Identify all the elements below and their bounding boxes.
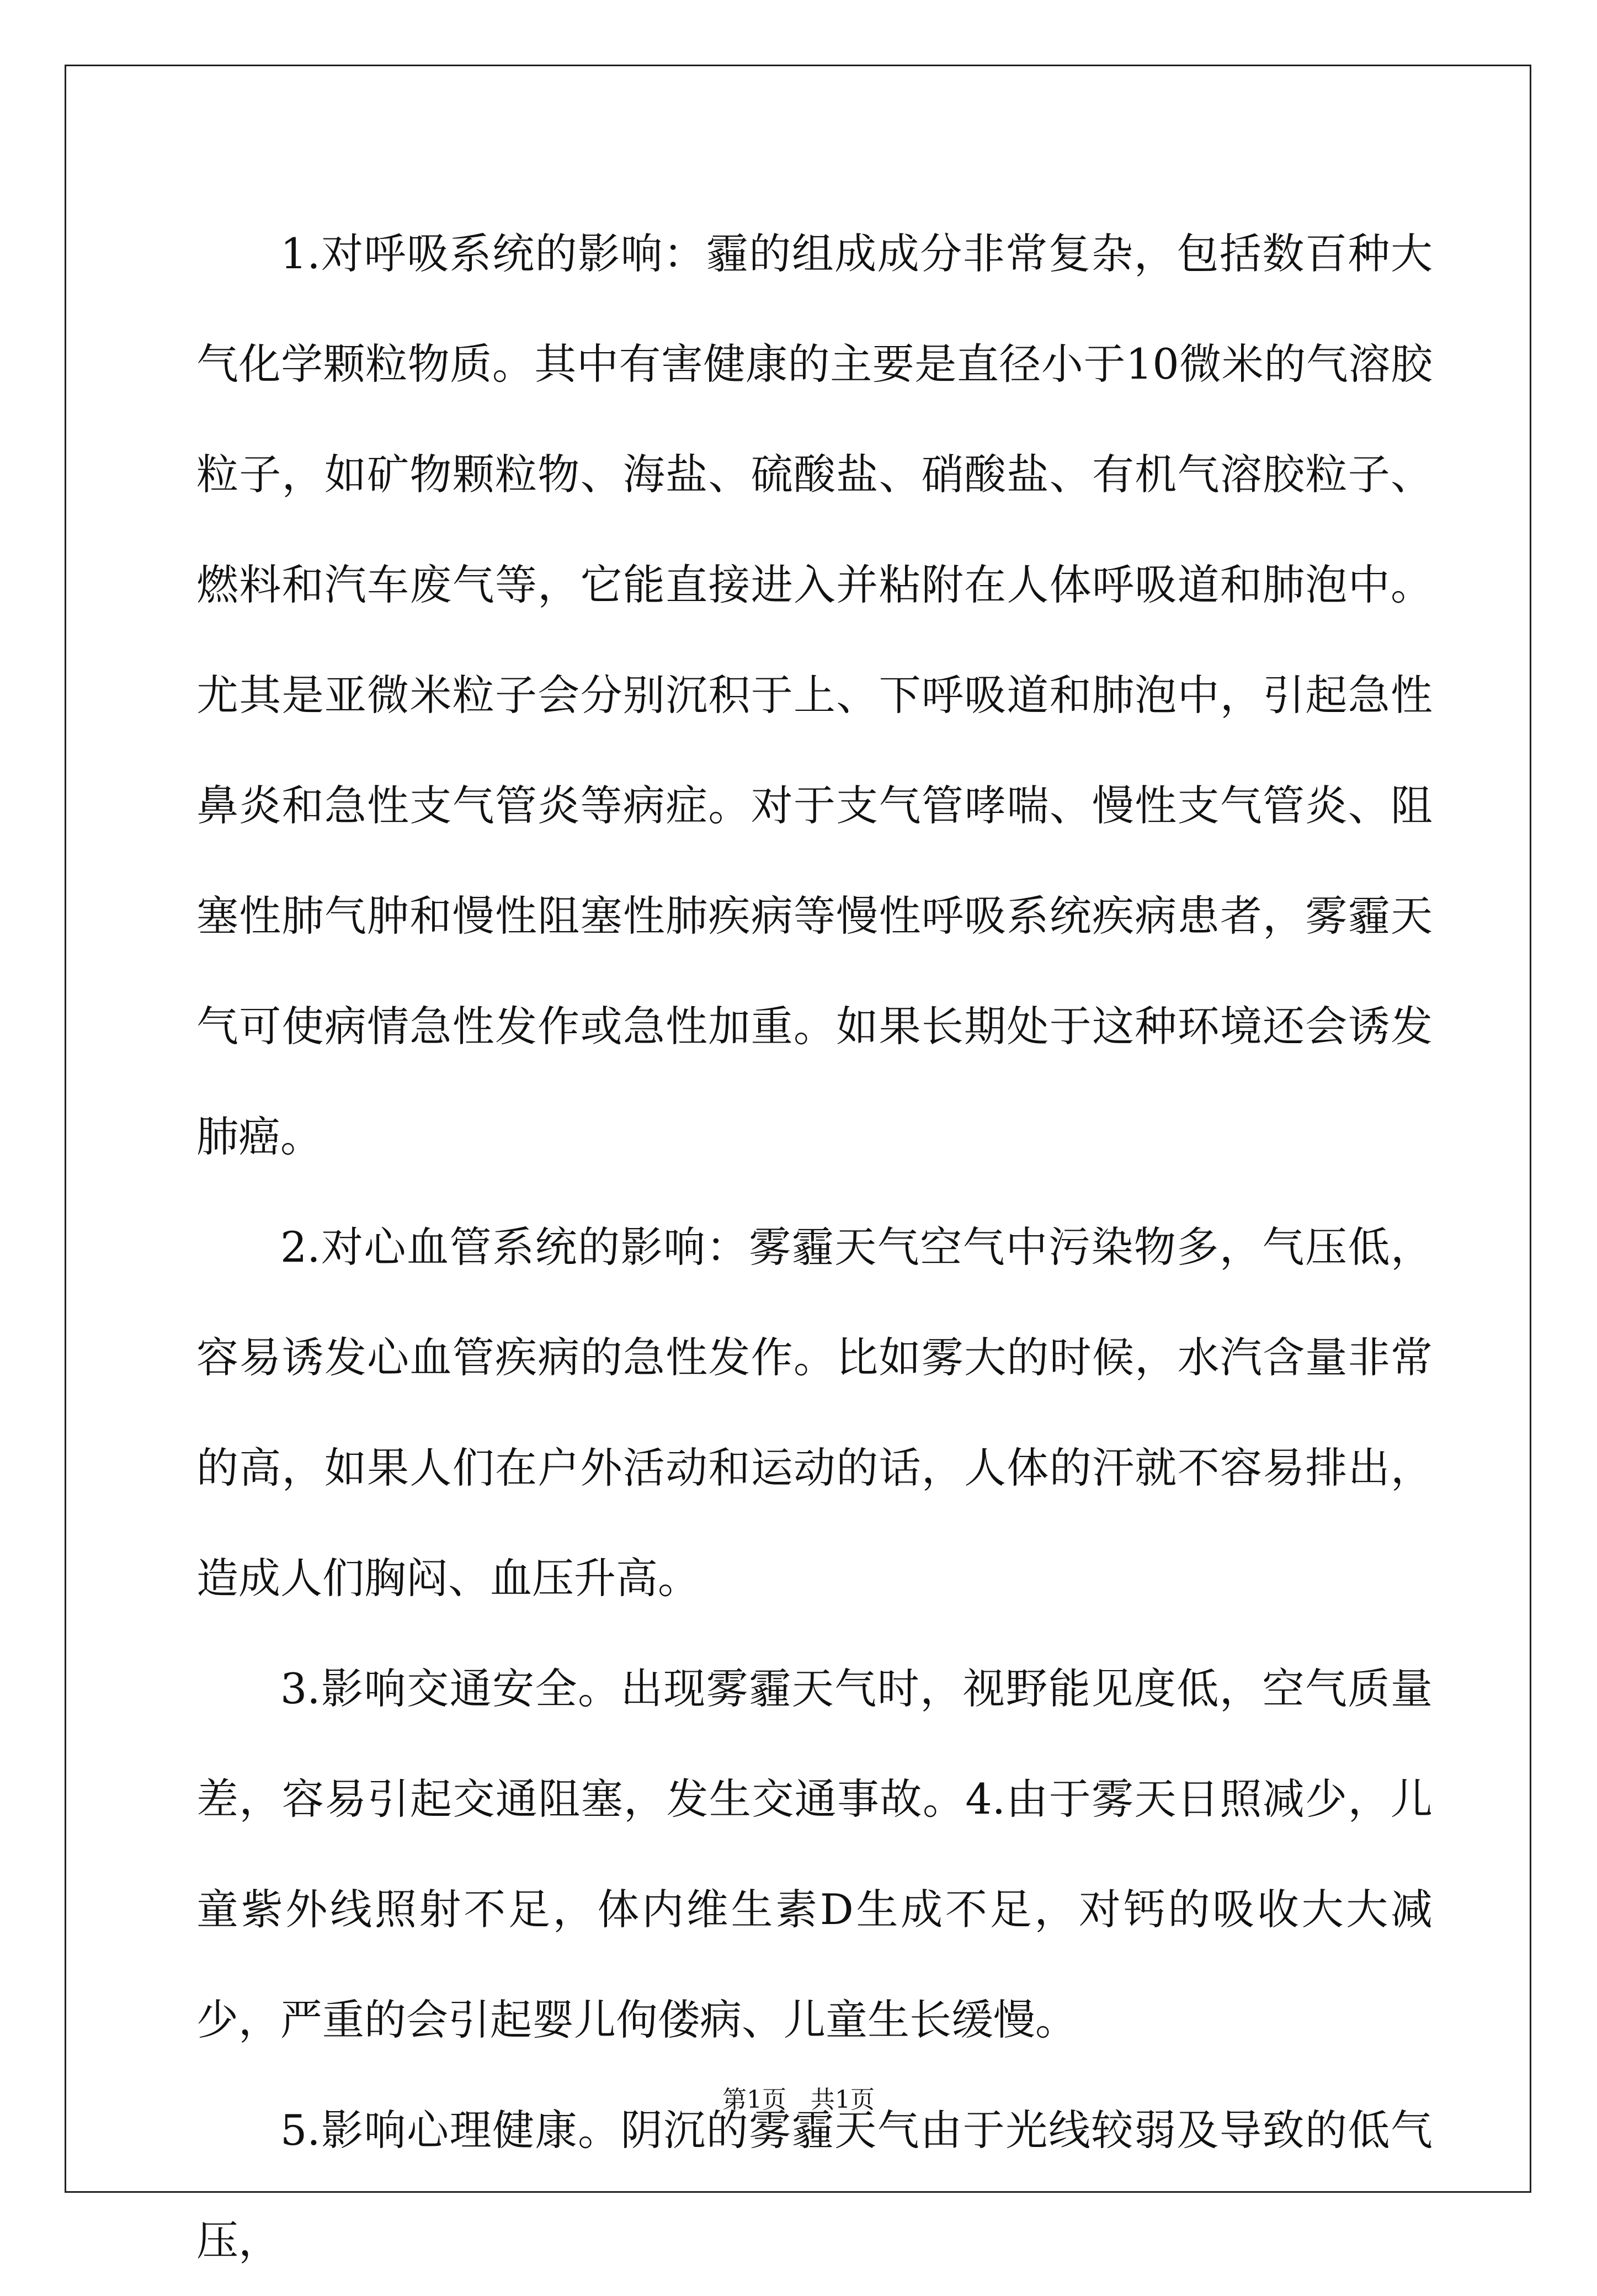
page-footer: 第1页 共1页 <box>722 2086 875 2114</box>
paragraph-traffic: 3.影响交通安全。出现雾霾天气时，视野能见度低，空气质量差，容易引起交通阻塞，发生交通事故。4.由于雾天日照减少，儿童紫外线照射不足，体内维生素D生成不足，对钙的吸收大大减少，严重的会引起婴儿佝偻病、儿童生长缓慢。 <box>196 1664 1433 2044</box>
paragraph-mental-health: 5.影响心理健康。阴沉的雾霾天气由于光线较弱及导致的低气压， <box>196 2106 1433 2265</box>
paragraph-cardiovascular: 2.对心血管系统的影响：雾霾天气空气中污染物多，气压低，容易诱发心血管疾病的急性发作。比如雾大的时候，水汽含量非常的高，如果人们在户外活动和运动的话，人体的汗就不容易排出，造成人们胸闷、血压升高。 <box>196 1223 1433 1603</box>
paragraph-respiratory: 1.对呼吸系统的影响：霾的组成成分非常复杂，包括数百种大气化学颗粒物质。其中有害健康的主要是直径小于10微米的气溶胶粒子，如矿物颗粒物、海盐、硫酸盐、硝酸盐、有机气溶胶粒子、燃料和汽车废气等，它能直接进入并粘附在人体呼吸道和肺泡中。尤其是亚微米粒子会分别沉积于上、下呼吸道和肺泡中，引起急性鼻炎和急性支气管炎等病症。对于支气管哮喘、慢性支气管炎、阻塞性肺气肿和慢性阻塞性肺疾病等慢性呼吸系统疾病患者，雾霾天气可使病情急性发作或急性加重。如果长期处于这种环境还会诱发肺癌。 <box>196 229 1433 1161</box>
document-body <box>196 199 1433 2296</box>
